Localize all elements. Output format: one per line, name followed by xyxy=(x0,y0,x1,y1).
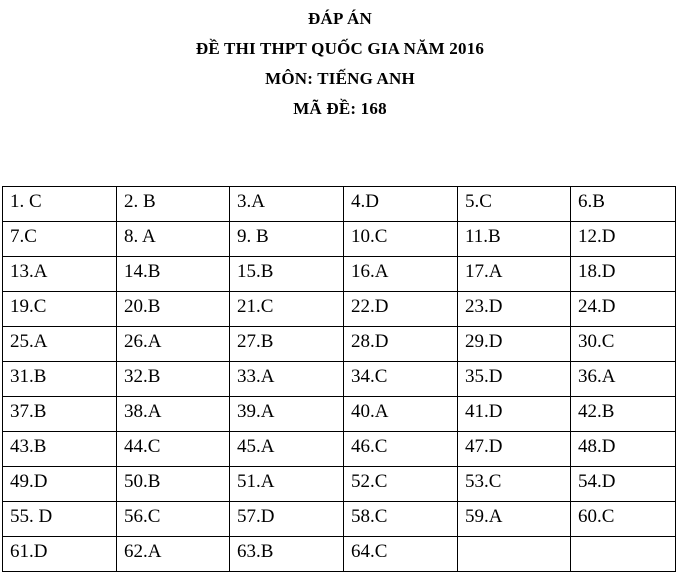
answer-cell: 12.D xyxy=(571,222,676,257)
answer-cell: 57.D xyxy=(230,502,344,537)
answer-cell: 33.A xyxy=(230,362,344,397)
answer-cell: 56.C xyxy=(117,502,230,537)
answer-cell: 45.A xyxy=(230,432,344,467)
answer-cell: 44.C xyxy=(117,432,230,467)
answer-cell: 48.D xyxy=(571,432,676,467)
answer-cell: 5.C xyxy=(458,187,571,222)
answer-key-title: ĐÁP ÁN xyxy=(307,9,372,28)
answer-cell: 19.C xyxy=(3,292,117,327)
answer-cell: 54.D xyxy=(571,467,676,502)
answer-cell: 20.B xyxy=(117,292,230,327)
answer-cell: 31.B xyxy=(3,362,117,397)
answer-cell: 38.A xyxy=(117,397,230,432)
subject-title: MÔN: TIẾNG ANH xyxy=(265,69,415,88)
answer-cell: 42.B xyxy=(571,397,676,432)
answer-cell: 2. B xyxy=(117,187,230,222)
table-row xyxy=(3,432,676,467)
answer-cell: 8. A xyxy=(117,222,230,257)
answer-table xyxy=(2,186,676,572)
answer-cell: 6.B xyxy=(571,187,676,222)
answer-cell: 53.C xyxy=(458,467,571,502)
answer-cell: 17.A xyxy=(458,257,571,292)
table-row xyxy=(3,257,676,292)
answer-cell: 26.A xyxy=(117,327,230,362)
answer-cell: 4.D xyxy=(344,187,458,222)
answer-cell: 25.A xyxy=(3,327,117,362)
answer-cell: 27.B xyxy=(230,327,344,362)
answer-cell: 51.A xyxy=(230,467,344,502)
table-row xyxy=(3,187,676,222)
answer-cell: 37.B xyxy=(3,397,117,432)
answer-cell: 62.A xyxy=(117,537,230,572)
answer-cell: 24.D xyxy=(571,292,676,327)
answer-cell: 16.A xyxy=(344,257,458,292)
table-row xyxy=(3,327,676,362)
answer-cell: 39.A xyxy=(230,397,344,432)
answer-cell: 50.B xyxy=(117,467,230,502)
answer-cell: 32.B xyxy=(117,362,230,397)
table-row xyxy=(3,362,676,397)
answer-cell: 36.A xyxy=(571,362,676,397)
table-row xyxy=(3,222,676,257)
answer-cell: 11.B xyxy=(458,222,571,257)
answer-table-body xyxy=(3,187,676,572)
answer-cell: 60.C xyxy=(571,502,676,537)
answer-cell: 43.B xyxy=(3,432,117,467)
answer-cell: 28.D xyxy=(344,327,458,362)
answer-cell: 52.C xyxy=(344,467,458,502)
answer-cell: 40.A xyxy=(344,397,458,432)
answer-cell: 34.C xyxy=(344,362,458,397)
table-row xyxy=(3,502,676,537)
answer-cell: 64.C xyxy=(344,537,458,572)
answer-cell: 22.D xyxy=(344,292,458,327)
answer-cell: 15.B xyxy=(230,257,344,292)
answer-cell xyxy=(571,537,676,572)
exam-code: MÃ ĐỀ: 168 xyxy=(293,99,387,118)
answer-cell: 21.C xyxy=(230,292,344,327)
answer-cell: 1. C xyxy=(3,187,117,222)
table-row xyxy=(3,467,676,502)
answer-cell: 49.D xyxy=(3,467,117,502)
answer-cell: 29.D xyxy=(458,327,571,362)
exam-title: ĐỀ THI THPT QUỐC GIA NĂM 2016 xyxy=(195,39,485,58)
answer-cell: 58.C xyxy=(344,502,458,537)
answer-cell: 30.C xyxy=(571,327,676,362)
answer-cell: 18.D xyxy=(571,257,676,292)
answer-cell: 9. B xyxy=(230,222,344,257)
answer-cell: 59.A xyxy=(458,502,571,537)
answer-cell: 41.D xyxy=(458,397,571,432)
answer-cell: 3.A xyxy=(230,187,344,222)
answer-cell: 7.C xyxy=(3,222,117,257)
answer-cell: 61.D xyxy=(3,537,117,572)
answer-cell: 13.A xyxy=(3,257,117,292)
answer-cell: 23.D xyxy=(458,292,571,327)
answer-cell: 63.B xyxy=(230,537,344,572)
table-row xyxy=(3,292,676,327)
answer-cell: 14.B xyxy=(117,257,230,292)
table-row xyxy=(3,397,676,432)
table-row xyxy=(3,537,676,572)
answer-cell: 46.C xyxy=(344,432,458,467)
answer-cell: 10.C xyxy=(344,222,458,257)
answer-cell: 47.D xyxy=(458,432,571,467)
answer-cell xyxy=(458,537,571,572)
answer-cell: 55. D xyxy=(3,502,117,537)
answer-cell: 35.D xyxy=(458,362,571,397)
